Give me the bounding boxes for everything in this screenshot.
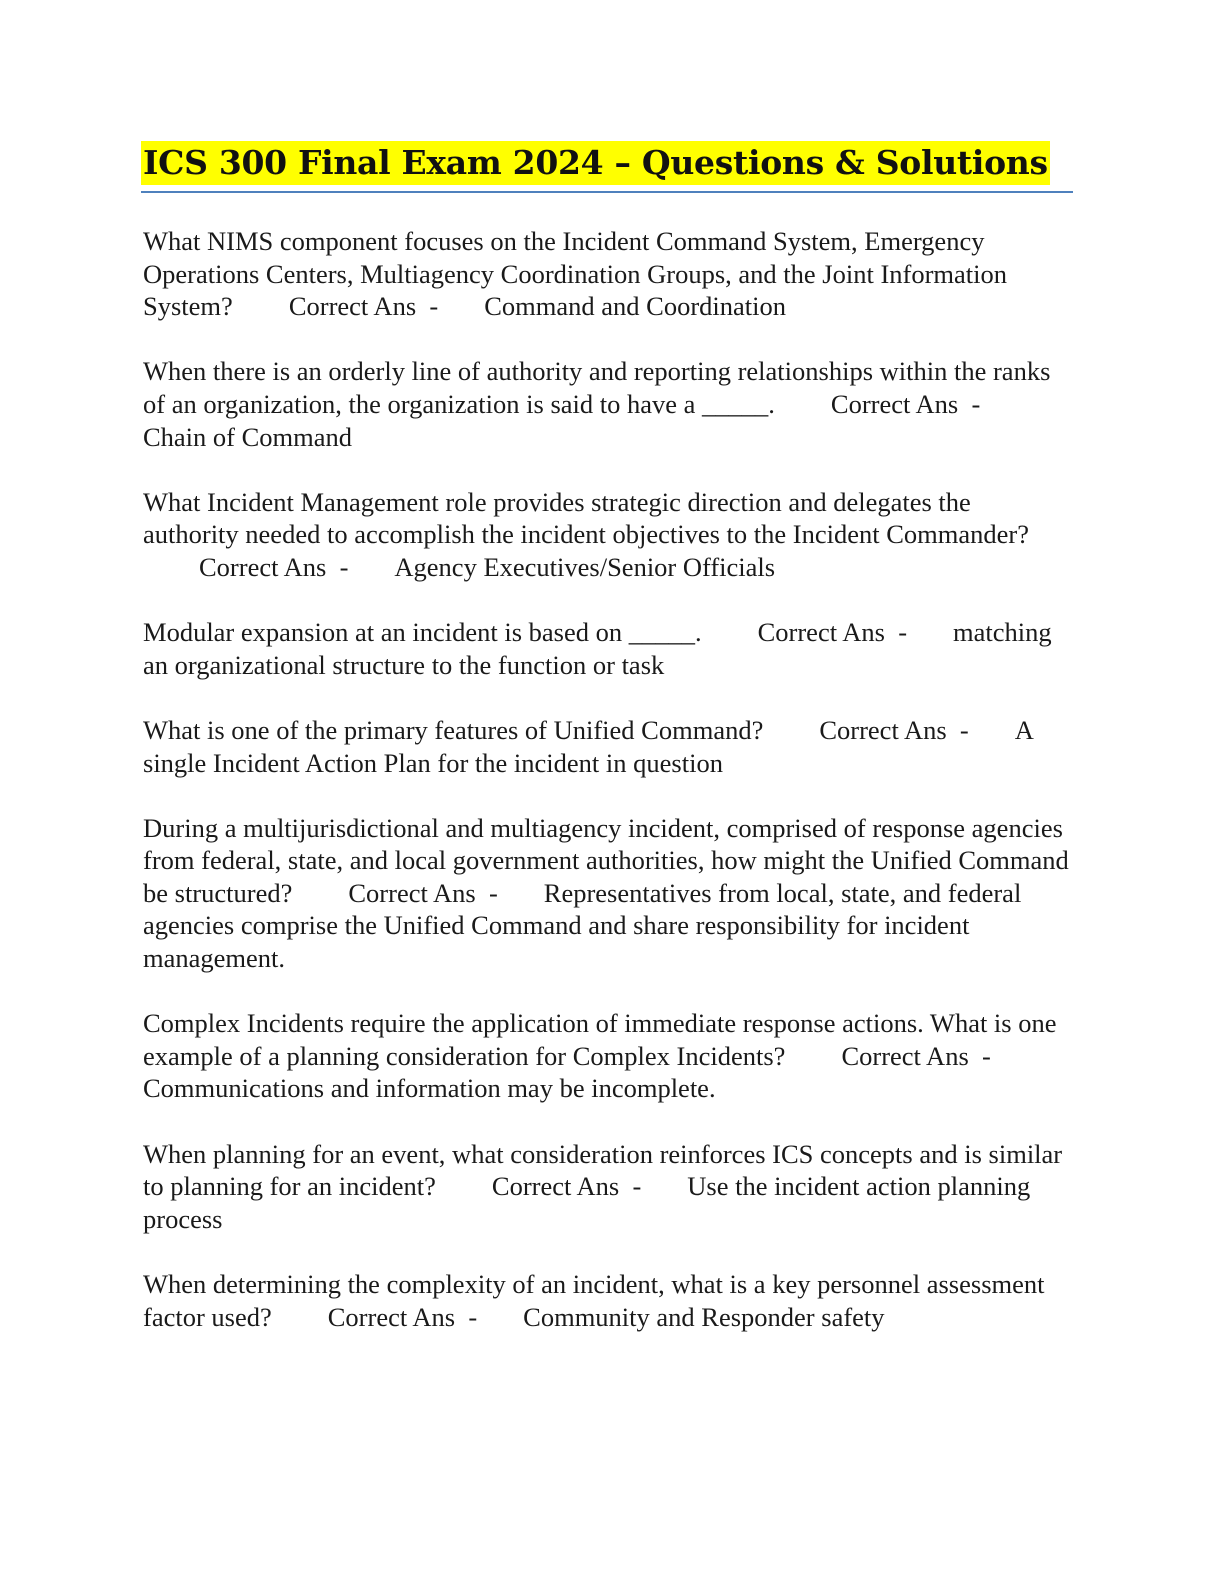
answer-prefix: Correct Ans	[348, 877, 476, 908]
answer-separator: -	[632, 1171, 642, 1202]
qa-item	[143, 714, 1073, 779]
answer-separator: -	[898, 617, 908, 648]
answer-text: matching an organizational structure to the function or task	[143, 617, 1052, 680]
answer-separator: -	[982, 1040, 991, 1071]
answer-separator: -	[959, 714, 969, 745]
qa-item	[143, 1138, 1073, 1236]
answer-prefix: Correct Ans	[327, 1301, 456, 1332]
answer-text: Chain of Command	[143, 421, 353, 452]
question-text: When there is an orderly line of authority and reporting relationships within the ranks of an organization, the organization is said to have a _____.	[143, 356, 1051, 419]
qa-item	[143, 616, 1073, 681]
answer-prefix: Correct Ans	[841, 1040, 969, 1071]
answer-prefix: Correct Ans	[830, 388, 959, 419]
qa-list	[143, 225, 1073, 1366]
title-block	[141, 141, 1073, 193]
qa-item	[143, 812, 1073, 975]
answer-text: A single Incident Action Plan for the incident in question	[143, 714, 1033, 778]
answer-text: Community and Responder safety	[523, 1301, 885, 1332]
answer-separator: -	[468, 1301, 478, 1332]
answer-text: Communications and information may be incomplete.	[143, 1073, 716, 1104]
question-text: Complex Incidents require the application of immediate response actions. What is one example of a planning consideration for Complex Incidents?	[143, 1008, 1057, 1071]
question-text: What is one of the primary features of Unified Command?	[143, 714, 764, 745]
answer-prefix: Correct Ans	[199, 551, 327, 582]
question-text: Modular expansion at an incident is based on _____.	[143, 617, 702, 648]
answer-prefix: Correct Ans	[288, 291, 417, 322]
answer-text: Command and Coordination	[484, 291, 786, 322]
question-text: When planning for an event, what consideration reinforces ICS concepts and is similar to planning for an incident?	[143, 1138, 1063, 1202]
title-underline	[141, 191, 1073, 193]
qa-item	[143, 1268, 1073, 1333]
question-text: When determining the complexity of an incident, what is a key personnel assessment factor used?	[143, 1269, 1045, 1332]
answer-text: Agency Executives/Senior Officials	[394, 551, 776, 582]
answer-prefix: Correct Ans	[819, 714, 947, 745]
question-text: What Incident Management role provides strategic direction and delegates the authority needed to accomplish the incident objectives to the Incident Commander?	[143, 486, 1030, 550]
answer-separator: -	[339, 551, 349, 582]
answer-separator: -	[488, 877, 498, 908]
answer-prefix: Correct Ans	[757, 617, 885, 648]
answer-text: Representatives from local, state, and federal agencies comprise the Unified Command and share responsibility for incident management.	[143, 877, 1022, 974]
answer-prefix: Correct Ans	[491, 1171, 620, 1202]
qa-item	[143, 1007, 1073, 1105]
page-title: ICS 300 Final Exam 2024 – Questions & Solutions	[141, 141, 1050, 185]
question-text: What NIMS component focuses on the Incident Command System, Emergency Operations Centers, Multiagency Coordination Groups, and the Joint Information System?	[143, 226, 1008, 322]
answer-separator: -	[429, 291, 439, 322]
qa-item	[143, 225, 1073, 323]
answer-separator: -	[971, 388, 981, 419]
qa-item	[143, 355, 1073, 453]
answer-text: Use the incident action planning process	[143, 1171, 1031, 1234]
qa-item	[143, 486, 1073, 584]
question-text: During a multijurisdictional and multiagency incident, comprised of response agencies from federal, state, and local government authorities, how might the Unified Command be structured?	[143, 812, 1069, 908]
